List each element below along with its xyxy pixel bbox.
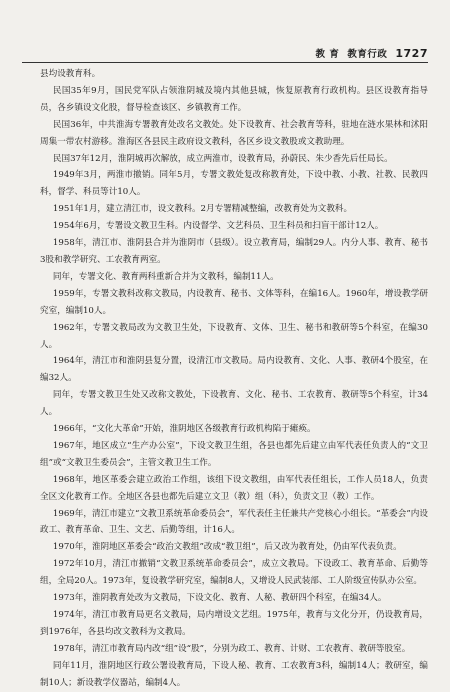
paragraph: 同年，专署文教卫生处又改称文教处，下设教育、文化、秘书、工农教育、教研等5个科室，计34人。: [40, 390, 428, 418]
paragraph: 民国36年，中共淮海专署教育处改名文教处。处下设教育、社会教育等科，驻地在涟水果林和沭阳周集一带农村游移。淮海区各县民主政府设文教科，各区乡设文教股或文教助理。: [40, 119, 428, 147]
paragraph: 1972年10月，清江市撤销“文教卫系统革命委员会”，成立文教局。下设政工、教育革命、后勤等组，全局20人。1973年，复设教学研究室，编制8人，又增设人民武装部、工人阶级宣传队办公室。: [40, 559, 428, 587]
paragraph: 县均设教育科。: [40, 69, 101, 79]
paragraph: 1962年，专署文教局改为文教卫生处，下设教育、文体、卫生、秘书和教研等5个科室，在编30人。: [40, 322, 428, 350]
paragraph: 1949年3月，两淮市撤销。同年5月，专署文教处复改称教育处，下设中教、小教、社教、民教四科，督学、科员等计10人。: [40, 170, 428, 198]
paragraph: 同年，专署文化、教育两科重新合并为文教科，编制11人。: [52, 271, 279, 282]
paragraph: 1959年，专署文教科改称文教局，内设教育、秘书、文体等科，在编16人。1960年，增设教学研究室，编制10人。: [40, 288, 428, 316]
paragraph: 1978年，清江市教育局内改“组”设“股”，分别为政工、教育、计财、工农教育、教研等股室。: [52, 643, 411, 654]
body-text: [40, 66, 428, 692]
paragraph: 1958年，清江市、淮阴县合并为淮阴市（县级）。设立教育局，编制29人。内分人事、教育、秘书3股和教学研究、工农教育两室。: [40, 238, 428, 265]
paragraph: 1973年，淮阴教育处改为文教局，下设文化、教育、人秘、教研四个科室，在编34人。: [52, 593, 387, 604]
paragraph: 1966年，“文化大革命”开始，淮阴地区各级教育行政机构陷于瘫痪。: [52, 424, 316, 435]
paragraph: 1964年，清江市和淮阴县复分置，设清江市文教局。局内设教育、文化、人事、教研4个股室，在编32人。: [40, 356, 428, 384]
paragraph: 1970年，淮阴地区革委会“政治文教组”改成“教卫组”，后又改为教育处，仍由军代表负责。: [52, 542, 402, 553]
page-header: [22, 44, 428, 63]
paragraph: 1974年，清江市教育局更名文教局，局内增设文艺组。1975年，教育与文化分开，仍设教育局，到1976年，各县均改文教科为文教局。: [40, 610, 428, 637]
paragraph: 1969年，清江市建立“文教卫系统革命委员会”，军代表任主任兼共产党核心小组长。“革委会”内设政工、教育革命、卫生、文艺、后勤等组，计16人。: [40, 508, 428, 536]
paragraph: 1967年，地区成立“生产办公室”，下设文教卫生组，各县也都先后建立由军代表任负责人的“文卫组”或“文教卫生委员会”，主管文教卫生工作。: [40, 440, 428, 468]
paragraph: 1951年1月，建立清江市，设文教科。2月专署精减整编，改教育处为文教科。: [52, 204, 353, 215]
paragraph: 1954年6月，专署设文教卫生科。内设督学、文艺科员、卫生科员和扫盲干部计12人。: [52, 221, 384, 232]
paragraph: 1968年，地区革委会建立政治工作组，该组下设文教组，由军代表任组长，工作人员18人，负责全区文化教育工作。全地区各县也都先后建立文卫（教）组（科），负责文卫（教）工作。: [40, 474, 428, 502]
paragraph: 民国37年12月，淮阴城再次解放，成立两淮市，设教育局，孙蔚民、朱少香先后任局长。: [52, 153, 393, 164]
paragraph: 同年11月，淮阴地区行政公署设教育局，下设人秘、教育、工农教育3科，编制14人；教研室，编制10人；新设教学仪器站，编制4人。: [40, 660, 428, 688]
header-section: 教 育: [315, 49, 340, 60]
paragraph: 民国35年9月，国民党军队占领淮阴城及境内其他县城，恢复原教育行政机构。县区设教育指导员，各乡镇设文化股，督导检查该区、乡镇教育工作。: [40, 85, 428, 113]
page-number: 1727: [395, 47, 428, 60]
header-subsection: 教育行政: [347, 49, 388, 60]
